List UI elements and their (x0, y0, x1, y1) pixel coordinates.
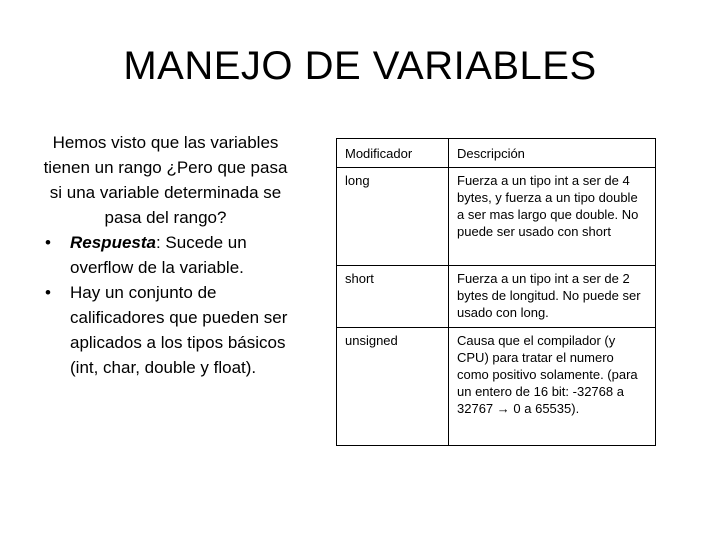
cell-description (449, 328, 656, 446)
table-row (337, 266, 656, 328)
intro-paragraph: Hemos visto que las variables tienen un rango ¿Pero que pasa si una variable determinada se pasa del rango? (43, 133, 288, 227)
bullet-dot: • (45, 283, 51, 302)
bullet-respuesta (38, 230, 293, 280)
modifiers-table (336, 138, 656, 446)
arrow-right-icon: → (496, 401, 510, 416)
cell-description: Fuerza a un tipo int a ser de 4 bytes, y fuerza a un tipo double a ser mas largo que double. No puede ser usado con short (449, 168, 656, 266)
slide-title: MANEJO DE VARIABLES (123, 44, 597, 88)
table-row (337, 328, 656, 446)
table-row (337, 168, 656, 266)
bullet-text (70, 230, 293, 280)
cell-modifier: unsigned (337, 328, 449, 446)
cell-modifier: long (337, 168, 449, 266)
bullet-text: Hay un conjunto de calificadores que pueden ser aplicados a los tipos básicos (int, char, double y float). (70, 283, 288, 377)
cell-modifier: short (337, 266, 449, 328)
left-text-block (38, 130, 293, 380)
table-header-row (337, 139, 656, 168)
description-part-1: Causa que el compilador (y CPU) para tratar el numero como positivo solamente. (para un entero de 16 bit: -32768 a 32767 (457, 333, 638, 416)
bullet-dot: • (45, 233, 51, 252)
header-modifier: Modificador (337, 139, 449, 168)
cell-description: Fuerza a un tipo int a ser de 2 bytes de longitud. No puede ser usado con long. (449, 266, 656, 328)
bullet-bold-label: Respuesta (70, 233, 156, 252)
description-part-2: 0 a 65535). (513, 401, 580, 416)
bullet-calificadores (38, 280, 293, 380)
header-description: Descripción (449, 139, 656, 168)
bullet-body: : Sucede un overflow de la variable. (70, 233, 247, 277)
